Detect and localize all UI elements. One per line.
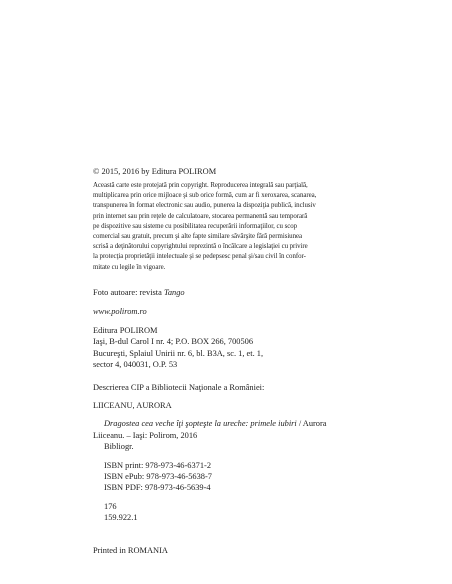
publisher-line: Bucureşti, Splaiul Unirii nr. 6, bl. B3A, sc. 1, et. 1, — [93, 348, 264, 358]
notice-line: mitate cu legile în vigoare. — [93, 263, 166, 271]
isbn-epub: ISBN ePub: 978-973-46-5638-7 — [104, 472, 212, 482]
publisher-address — [93, 325, 393, 371]
cip-bibliography: Bibliogr. — [104, 442, 134, 452]
publisher-line: Iaşi, B-dul Carol I nr. 4; P.O. BOX 266, 700506 — [93, 337, 254, 347]
cip-heading-text: Descrierea CIP a Bibliotecii Naţionale a României: — [93, 383, 265, 392]
website-line — [93, 306, 393, 317]
notice-line: transpunerea în format electronic sau audio, punerea la dispoziţia publică, inclusiv — [93, 202, 316, 210]
printed-line — [93, 545, 393, 556]
cip-title: Dragostea cea veche îţi şopteşte la ureche: primele iubiri — [104, 419, 297, 429]
isbn-pdf: ISBN PDF: 978-973-46-5639-4 — [104, 483, 211, 493]
isbn-print: ISBN print: 978-973-46-6371-2 — [104, 460, 212, 470]
copyright-notice — [93, 181, 393, 273]
cip-title-rest: / Aurora — [296, 419, 327, 429]
website-link[interactable]: www.polirom.ro — [93, 307, 147, 316]
notice-line: Această carte este protejată prin copyright. Reproducerea integrală sau parţială, — [93, 182, 308, 189]
notice-line: pe dispozitive sau sisteme cu posibilitatea recuperării informaţiilor, cu scop — [93, 222, 298, 230]
cip-record — [93, 400, 393, 524]
publisher-line: Editura POLIROM — [93, 326, 158, 335]
notice-line: prin internet sau prin reţele de calculatoare, stocarea permanentă sau temporară — [93, 212, 308, 220]
notice-line: multiplicarea prin orice mijloace şi sub orice formă, cum ar fi xeroxarea, scanarea, — [93, 192, 317, 200]
copyright-text: © 2015, 2016 by Editura POLIROM — [93, 167, 217, 176]
notice-line: comercial sau gratuit, precum şi alte fapte similare săvârşite fără permisiunea — [93, 233, 302, 241]
notice-line: scrisă a deţinătorului copyrightului reprezintă o încălcare a legislaţiei cu privire — [93, 243, 308, 251]
publisher-line: sector 4, 040031, O.P. 53 — [93, 360, 178, 370]
photo-credit — [93, 287, 393, 298]
cip-imprint: Liiceanu. – Iaşi: Polirom, 2016 — [93, 430, 198, 440]
cip-heading — [93, 382, 393, 393]
copyright-line — [93, 166, 393, 177]
class-code: 159.922.1 — [104, 513, 138, 523]
class-code: 176 — [104, 501, 117, 511]
photo-credit-prefix: Foto autoare: revista — [93, 288, 164, 297]
cip-author: LIICEANU, AURORA — [93, 401, 172, 410]
notice-line: la protecţia proprietăţii intelectuale şi se pedepsesc penal şi/sau civil în confor- — [93, 253, 306, 261]
printed-in: Printed in ROMANIA — [93, 546, 168, 555]
photo-credit-magazine: Tango — [163, 288, 185, 297]
